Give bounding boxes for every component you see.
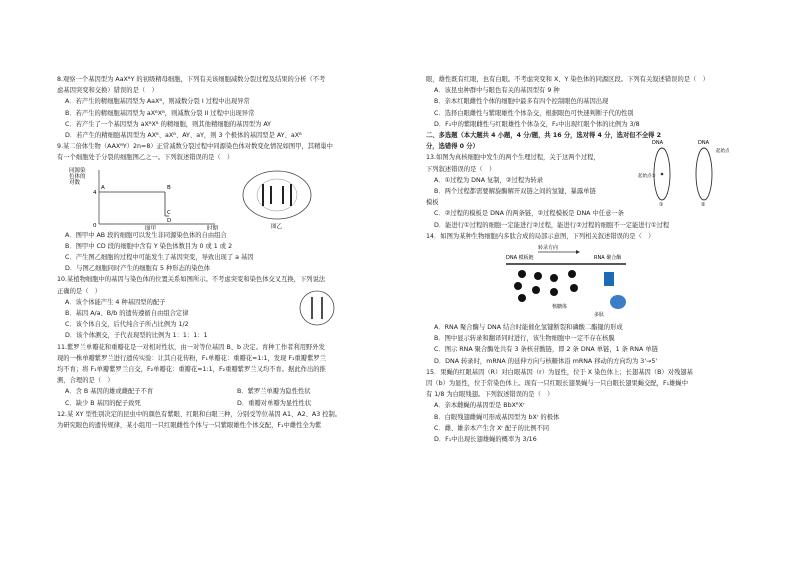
question-stem: 9.某二倍体生物（AAXᴮY）2n=8）正常减数分裂过程中同源染色体对数变化情况如图甲，其精巢中	[57, 143, 333, 151]
arrowhead-icon	[576, 250, 580, 254]
question-14	[426, 231, 744, 367]
option-d: D．DNA 转录时，mRNA 的延伸方向与核糖体沿 mRNA 移动的方向均为 3'→5'	[434, 357, 658, 365]
question-stem: 14．如图为某种生物细胞内多肽合成的局部示意图，下列相关叙述错误的是（ ）	[426, 232, 655, 240]
ribosome-icon	[550, 274, 558, 282]
start-label: 起始点	[716, 149, 730, 155]
option-d: D．该个体测交，子代表现型的比例为 1：1：1：1	[65, 332, 208, 340]
figure-q14-svg	[426, 242, 744, 322]
question-15	[426, 367, 744, 445]
option-c: C．若产生了一个基因型为 aXᴮXᴮ 的精细胞，则其他精细胞的基因型为 AY	[65, 120, 272, 128]
ribosome-icon	[570, 284, 578, 292]
ribosome-icon	[514, 282, 522, 290]
option-c: C．选择白眼雌性与紫眼雄性个体杂交，根据眼色可快速判断子代的性别	[434, 109, 634, 117]
caption-yi: 图乙	[271, 223, 283, 230]
option-d: D．F₁中的紫眼雌性与红眼雄性个体杂交，F₂中出现红眼个体的比例为 3/8	[434, 120, 640, 128]
section-heading: 二、多选题（本大题共 4 小题，4 分/题，共 16 分，选对得 4 分，选对但不全得 2	[426, 132, 662, 140]
rna-polymerase-label: RNA 聚合酶	[594, 255, 622, 262]
x-axis-label: 时期	[207, 225, 219, 230]
option-d: D．若产生的精细胞基因型为 AXᴮ、aXᴮ、AY、aY，则 3 个极体的基因型是 AY、aXᴮ	[65, 132, 302, 140]
label-1: ①	[659, 202, 664, 209]
question-stem: 10.某植物细胞中的基因与染色体的位置关系如图所示。不考虑突变和染色体交叉互换，下列说法	[57, 276, 326, 284]
question-stem: 正确的是（ ）	[57, 287, 102, 295]
option-b: B．紫罗兰单瓣为隐性性状	[237, 388, 311, 396]
option-a: A．该昆虫种群中与眼色有关的基因型有 9 种	[434, 87, 560, 95]
ribosome-chain	[514, 270, 578, 302]
figure-q13	[638, 138, 744, 208]
ribosome-label: 核糖体	[552, 304, 568, 311]
section-heading: 分，选错得 0 分）	[426, 143, 479, 151]
option-b: B．图甲中 CD 段的细胞中含有 Y 染色体数目为 0 或 1 或 2	[65, 242, 233, 250]
question-stem: 13.如图为真核细胞中发生的两个生理过程，关于这两个过程，	[426, 154, 600, 162]
option-b-cont: 模板	[426, 199, 439, 207]
option-a: A．若产生的精细胞基因型为 AaXᴮ，则减数分裂 I 过程中出现异常	[65, 98, 250, 106]
option-c: C．图示 RNA 聚合酶处共有 3 条核苷酸链，即 2 条 DNA 单链，1 条 RNA 单链	[434, 346, 658, 354]
figure-q9	[57, 164, 409, 230]
dna-label: DNA	[652, 140, 664, 147]
question-stem: 下列叙述错误的是（ ）	[426, 165, 496, 173]
cell-membrane	[243, 171, 311, 219]
question-stem: 均不育；将 F₁单瓣紫罗兰自交，F₂单瓣花：重瓣花=1:1，F₂重瓣紫罗兰又均不育。据此作出的推	[57, 366, 326, 374]
question-stem: 8.观察一个基因型为 AaXᴮY 的初级精母细胞，下列有关该细胞减数分裂过程及结果的分析（不考	[57, 76, 326, 83]
option-a: A．亲本雌蝇的基因型是 BbXᴿXʳ	[434, 402, 525, 410]
option-b: B．亲本红眼雌性个体的细胞中最多有四个控制眼色的基因出现	[434, 98, 609, 106]
option-c: C．该个体自交，后代纯合子所占比例为 1/2	[65, 321, 189, 329]
option-a: A．该个体能产生 4 种基因型的配子	[65, 298, 166, 306]
dna-template-label: DNA 模板链	[506, 255, 534, 262]
direction-label: 转录方向	[538, 245, 559, 252]
question-stem: 有 1/8 为白眼残翅。下列叙述错误的是（ ）	[426, 391, 554, 399]
option-b: B．白眼残翅雌蝇可形成基因型为 bXʳ 的极体	[434, 413, 560, 421]
graph-jia	[69, 166, 219, 230]
option-d: D．与图乙细胞同时产生的细胞有 5 种形态的染色体	[65, 265, 211, 273]
question-10	[57, 274, 409, 341]
ribosome-icon	[532, 286, 540, 294]
ribosome-icon	[518, 270, 526, 278]
option-a: A．RNA 聚合酶与 DNA 结合时能催化氢键断裂和磷酸二酯键的形成	[434, 324, 623, 332]
ribosome-icon	[550, 288, 558, 296]
y-axis-label-1: 同源染	[69, 167, 86, 174]
option-d: D．能进行①过程的细胞一定能进行②过程，能进行②过程的细胞不一定能进行①过程	[434, 221, 670, 229]
rna-polymerase-shape	[604, 272, 614, 286]
question-stem: 11.紫罗兰单瓣花和重瓣花是一对相对性状，由一对等位基因 B、b 决定。育种工作者利用野外发	[57, 343, 325, 351]
y-axis-label-3: 对数	[69, 179, 81, 186]
right-column	[426, 74, 744, 445]
option-c: C．雌、雄亲本产生含 Xʳ 配子的比例不同	[434, 424, 550, 432]
options-row	[57, 386, 409, 397]
option-b: B．图中显示转录和翻译同时进行，该生物细胞中一定不存在核膜	[434, 335, 615, 343]
option-b: B．两个过程都需要解旋酶解开双链之间的氢键，暴露单链	[434, 188, 596, 196]
question-stem: 现的一株单瓣紫罗兰进行遗传实验：让其自花传粉，F₁单瓣花：重瓣花=1:1，发现 F₁重瓣紫罗兰	[57, 354, 326, 362]
question-stem: 因（b）为显性，位于常染色体上。现有一只红眼长翅果蝇与一只白眼长翅果蝇交配，F₁雄蝇中	[426, 380, 689, 388]
question-stem: 为研究眼色的遗传规律，某小组用一只红眼雌性个体与一只紫眼雄性个体交配，F₁中雌性全为紫	[57, 422, 322, 430]
point-c: C	[167, 209, 171, 216]
figure-q14	[426, 242, 744, 322]
option-c: C．产生图乙细胞的过程中可能发生了基因突变，导致出现了 a 基因	[65, 254, 254, 262]
question-11	[57, 342, 409, 409]
y-tick: 4	[93, 189, 97, 196]
question-stem: 虑基因突变和交换）错误的是（ ）	[57, 87, 158, 95]
y-axis-label-2: 色体的	[69, 173, 86, 180]
option-c: C．②过程的模板是 DNA 的两条链，②过程模板是 DNA 中任意一条	[434, 210, 624, 218]
option-d: D．F₁中出现长翅雄蝇的概率为 3/16	[434, 436, 537, 444]
options-row	[57, 398, 409, 409]
option-d: D．重瓣对单瓣为显性性状	[237, 399, 312, 407]
question-stem: 12.某 XY 型性别决定的昆虫中的颜色有紫眼、红眼和白眼三种，分别受等位基因 A1、A2、A3 控制。	[57, 410, 342, 418]
cell-circle	[300, 291, 334, 325]
question-8	[57, 74, 409, 141]
label-2: ②	[701, 202, 706, 209]
point-a: A	[101, 184, 105, 191]
dna-label-2: DNA	[698, 140, 710, 147]
figure-q9-svg	[57, 164, 409, 230]
figure-q10-cell	[297, 288, 337, 328]
option-a: A．图甲中 AB 段的细胞可以发生非同源染色体的自由组合	[65, 231, 227, 239]
option-b: B．基因 A/a、B/b 的遗传遵循自由组合定律	[65, 310, 189, 318]
question-12-continued	[426, 74, 744, 130]
ribosome-enzyme-icon	[610, 295, 626, 309]
left-column	[57, 74, 409, 431]
peptide-label: 多肽	[594, 312, 605, 319]
option-a: A．含 B 基因的雄或雌配子不育	[65, 388, 154, 396]
cell-yi	[243, 171, 311, 230]
origin-label: 0	[93, 222, 97, 229]
transcription-bubble	[696, 148, 712, 200]
question-stem: 15．果蝇的红眼基因（R）对白眼基因（r）为显性，位于 X 染色体上；长翅基因（B）对残翅基	[426, 368, 693, 376]
question-stem: 测，合理的是（ ）	[57, 377, 114, 385]
ribosome-icon	[534, 272, 542, 280]
origin-label: 起始点①	[638, 174, 656, 180]
ribosome-icon	[518, 294, 526, 302]
point-d: D	[167, 217, 172, 224]
question-stem: 有一个细胞处于分裂的细胞图乙之一。下列叙述错误的是（ ）	[57, 154, 234, 162]
caption-jia: 图甲	[145, 225, 157, 230]
ribosome-icon	[568, 270, 576, 278]
origin-dot	[661, 173, 664, 176]
question-12	[57, 409, 409, 431]
question-stem: 眼，雄性既有红眼，也有白眼。不考虑突变和 X、Y 染色体的同源区段。下列有关叙述错误的是（ ）	[426, 76, 709, 83]
question-9	[57, 141, 409, 274]
option-a: A．①过程为 DNA 复制，②过程为转录	[434, 176, 544, 184]
option-b: B．若产生的精细胞基因型为 aXᴮXᴮ，则减数分裂 II 过程中出现异常	[65, 109, 255, 117]
option-c: C．缺少 B 基因的配子致死	[65, 399, 141, 407]
point-b: B	[167, 184, 171, 191]
